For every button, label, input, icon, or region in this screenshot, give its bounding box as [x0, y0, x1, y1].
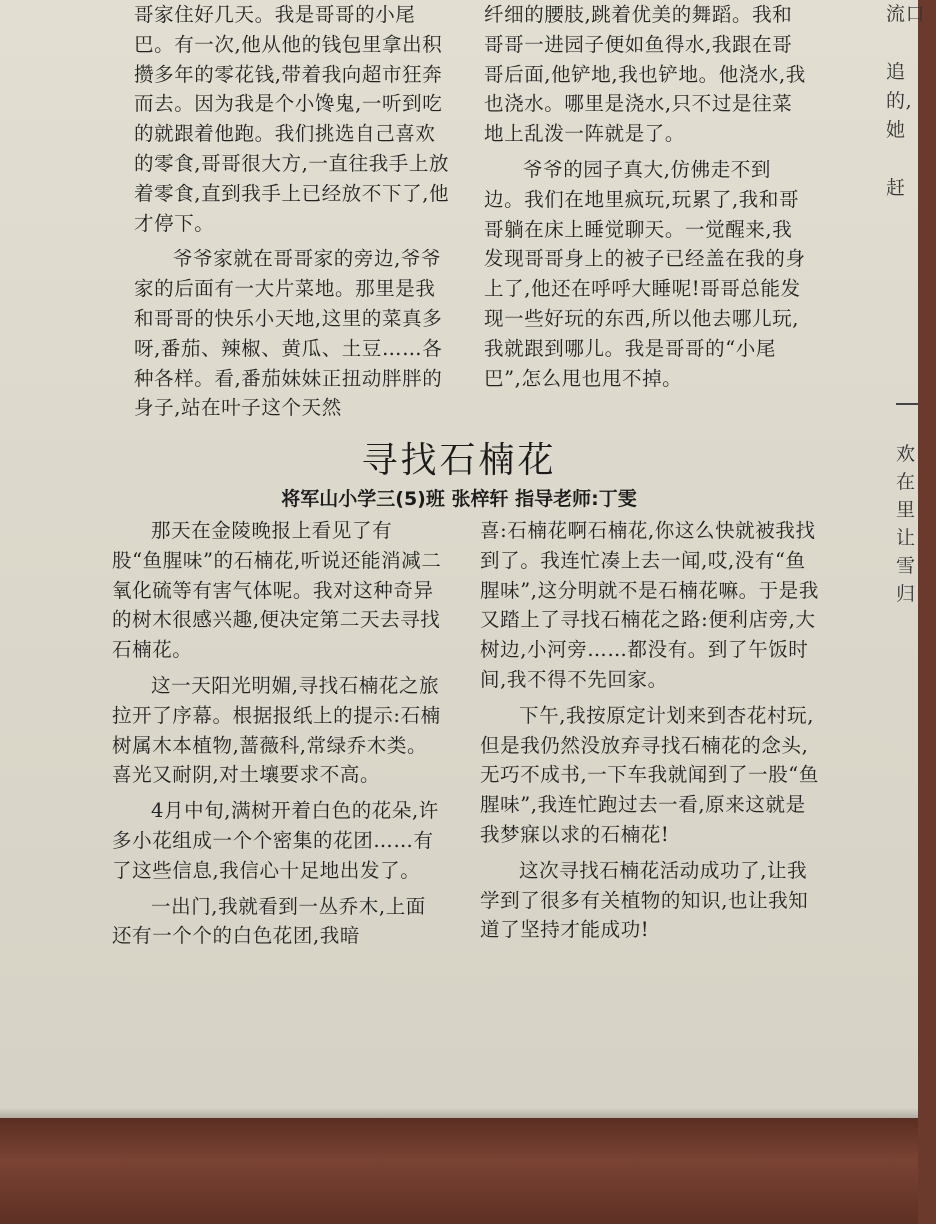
paragraph: 下午,我按原定计划来到杏花村玩,但是我仍然没放弃寻找石楠花的念头,无巧不成书,一下车我就闻到了一股“鱼腥味”,我连忙跑过去一看,原来这就是我梦寐以求的石楠花! — [480, 703, 819, 846]
adjacent-column-fragment — [886, 0, 926, 203]
prev-article-right-column — [484, 0, 806, 393]
paragraph: 这一天阳光明媚,寻找石楠花之旅拉开了序幕。根据报纸上的提示:石楠树属木本植物,蔷薇科,常绿乔木类。喜光又耐阴,对土壤要求不高。 — [112, 673, 441, 787]
fragment-line: 赶 — [886, 177, 906, 199]
paragraph: 爷爷家就在哥哥家的旁边,爷爷家的后面有一大片菜地。那里是我和哥哥的快乐小天地,这里的菜真多呀,番茄、辣椒、黄瓜、土豆……各种各样。看,番茄妹妹正扭动胖胖的身子,站在叶子这个天然 — [134, 247, 443, 420]
fragment-line: 归 — [896, 583, 916, 605]
article-title: 寻找石楠花 — [361, 440, 557, 481]
paragraph: 喜:石楠花啊石楠花,你这么快就被我找到了。我连忙凑上去一闻,哎,没有“鱼腥味”,这分明就不是石楠花嘛。于是我又踏上了寻找石楠花之路:便利店旁,大树边,小河旁……都没有。到了午饭时间,我不得不先回家。 — [480, 519, 819, 691]
paragraph: 爷爷的园子真大,仿佛走不到边。我们在地里疯玩,玩累了,我和哥哥躺在床上睡觉聊天。一觉醒来,我发现哥哥身上的被子已经盖在我的身上了,他还在呼呼大睡呢!哥哥总能发现一些好玩的东西,所以他去哪儿玩,我就跟到哪儿。我是哥哥的“小尾巴”,怎么甩也甩不掉。 — [484, 157, 806, 390]
article-right-column — [480, 516, 820, 945]
table-surface — [0, 1118, 918, 1224]
fragment-line: 里 — [896, 499, 916, 521]
article-left-column — [112, 516, 442, 951]
fragment-line: 雪 — [896, 555, 916, 577]
fragment-line: 在 — [896, 471, 916, 493]
fragment-line: 她 — [886, 119, 906, 141]
paragraph: 那天在金陵晚报上看见了有股“鱼腥味”的石楠花,听说还能消减二氧化硫等有害气体呢。我对这种奇异的树木很感兴趣,便决定第二天去寻找石楠花。 — [112, 519, 442, 662]
fragment-line — [886, 145, 926, 174]
paragraph: 4月中旬,满树开着白色的花朵,许多小花组成一个个密集的花团……有了这些信息,我信心十足地出发了。 — [112, 799, 439, 882]
fragment-line: 的, — [886, 90, 913, 112]
fragment-line: 流口 — [886, 3, 926, 25]
paragraph: 纤细的腰肢,跳着优美的舞蹈。我和哥哥一进园子便如鱼得水,我跟在哥哥后面,他铲地,我也铲地。他浇水,我也浇水。哪里是浇水,只不过是往菜地上乱泼一阵就是了。 — [484, 3, 806, 146]
fragment-line: 追 — [886, 61, 906, 83]
fragment-line — [886, 29, 926, 58]
fragment-line: 欢 — [896, 443, 916, 465]
paragraph: 这次寻找石楠花活动成功了,让我学到了很多有关植物的知识,也让我知道了坚持才能成功! — [480, 858, 809, 942]
article-byline: 将军山小学三(5)班 张梓轩 指导老师:丁雯 — [281, 488, 637, 510]
paragraph: 一出门,我就看到一丛乔木,上面还有一个个的白色花团,我暗 — [112, 894, 426, 948]
prev-article-left-column — [134, 0, 452, 423]
fragment-line: 让 — [896, 527, 916, 549]
paragraph: 哥家住好几天。我是哥哥的小尾巴。有一次,他从他的钱包里拿出积攒多年的零花钱,带着我向超市狂奔而去。因为我是个小馋鬼,一听到吃的就跟着他跑。我们挑选自己喜欢的零食,哥哥很大方,一直往我手上放着零食,直到我手上已经放不下了,他才停下。 — [134, 3, 450, 235]
column-divider — [896, 403, 918, 405]
